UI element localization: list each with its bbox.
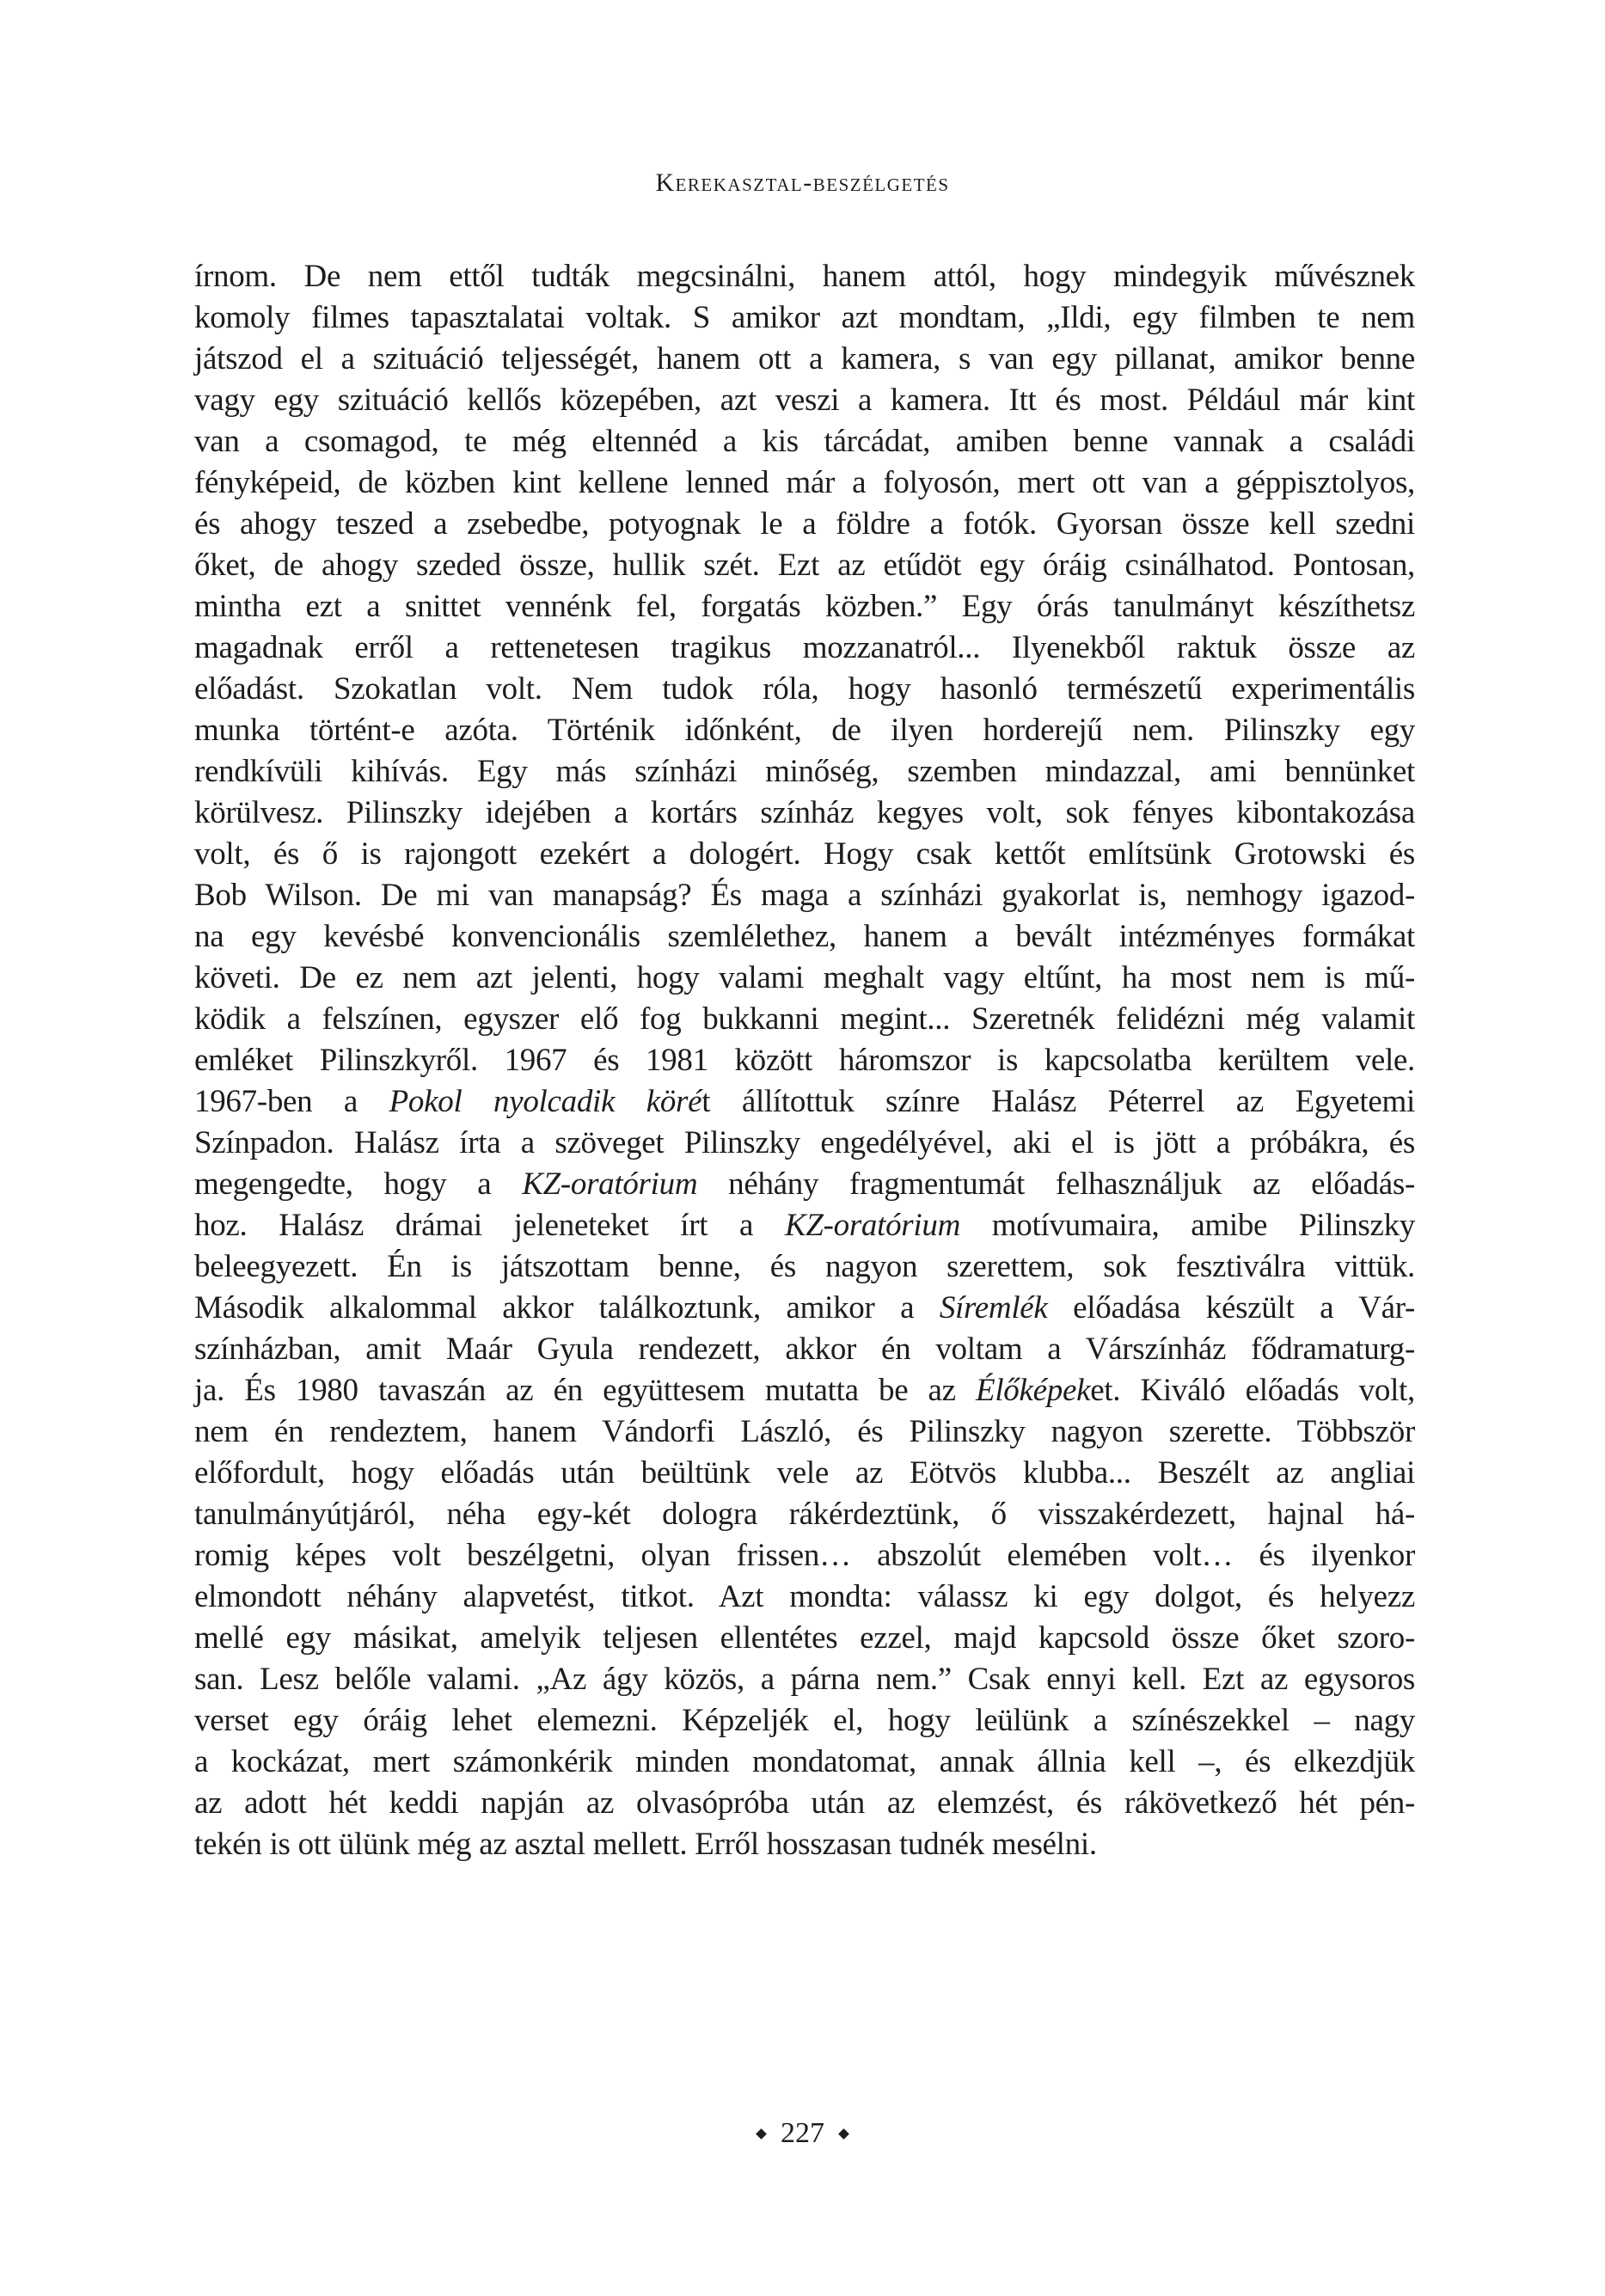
text-line: verset egy óráig lehet elemezni. Képzeljék el, hogy leülünk a színészekkel – nagy	[194, 1703, 1415, 1738]
text-line	[194, 1288, 1415, 1329]
text-line: vagy egy szituáció kellős közepében, azt veszi a kamera. Itt és most. Például már kint	[194, 383, 1415, 418]
page-footer	[0, 2117, 1605, 2150]
body-text	[194, 256, 1415, 1865]
text-line: ködik a felszínen, egyszer elő fog bukkanni megint... Szeretnék felidézni még valamit	[194, 1001, 1415, 1037]
diamond-bullet-icon	[756, 2128, 767, 2140]
italic-title: KZ-oratórium	[522, 1166, 698, 1202]
text-segment: 1967-ben a	[194, 1084, 389, 1119]
text-line: és ahogy teszed a zsebedbe, potyognak le a földre a fotók. Gyorsan össze kell szedni	[194, 506, 1415, 542]
text-line: előadást. Szokatlan volt. Nem tudok róla, hogy hasonló természetű experimentális	[194, 671, 1415, 707]
text-line-last: tekén is ott ülünk még az asztal mellett. Erről hosszasan tudnék mesélni.	[194, 1827, 1097, 1862]
text-line: Színpadon. Halász írta a szöveget Pilinszky engedélyével, aki el is jött a próbákra, és	[194, 1125, 1415, 1160]
text-line: nem én rendeztem, hanem Vándorfi László, és Pilinszky nagyon szerette. Többször	[194, 1414, 1415, 1449]
text-line	[194, 1164, 1415, 1205]
text-line: mintha ezt a snittet vennénk fel, forgatás közben.” Egy órás tanulmányt készíthetsz	[194, 589, 1415, 624]
text-segment: et. Kiváló előadás volt,	[1090, 1373, 1415, 1408]
text-line: játszod el a szituáció teljességét, hanem ott a kamera, s van egy pillanat, amikor benne	[194, 341, 1415, 377]
text-line: az adott hét keddi napján az olvasópróba után az elemzést, és rákövetkező hét pén-	[194, 1785, 1415, 1821]
italic-title: KZ-oratórium	[784, 1208, 961, 1243]
text-segment: Második alkalommal akkor találkoztunk, amikor a	[194, 1290, 940, 1326]
text-line	[194, 1370, 1415, 1411]
text-line: romig képes volt beszélgetni, olyan frissen… abszolút elemében volt… és ilyenkor	[194, 1538, 1415, 1573]
text-line: rendkívüli kihívás. Egy más színházi minőség, szemben mindazzal, ami bennünket	[194, 754, 1415, 789]
text-line: előfordult, hogy előadás után beültünk vele az Eötvös klubba... Beszélt az angliai	[194, 1455, 1415, 1491]
running-head: Kerekasztal-beszélgetés	[655, 168, 950, 197]
text-line: fényképeid, de közben kint kellene lenned már a folyosón, mert ott van a géppisztolyos,	[194, 465, 1415, 500]
text-line: san. Lesz belőle valami. „Az ágy közös, a párna nem.” Csak ennyi kell. Ezt az egysoros	[194, 1662, 1415, 1697]
text-segment: néhány fragmentumát felhasználjuk az előadás-	[697, 1166, 1415, 1202]
text-segment: előadása készült a Vár-	[1047, 1290, 1415, 1326]
text-segment: t állítottuk színre Halász Péterrel az Egyetemi	[701, 1084, 1415, 1119]
text-line	[194, 1081, 1415, 1123]
text-line: mellé egy másikat, amelyik teljesen ellentétes ezzel, majd kapcsold össze őket szoro-	[194, 1620, 1415, 1656]
text-segment: hoz. Halász drámai jeleneteket írt a	[194, 1208, 785, 1243]
text-line: beleegyezett. Én is játszottam benne, és nagyon szerettem, sok fesztiválra vittük.	[194, 1249, 1415, 1284]
italic-title: Élőképek	[976, 1373, 1091, 1408]
text-line: a kockázat, mert számonkérik minden mondatomat, annak állnia kell –, és elkezdjük	[194, 1744, 1415, 1779]
text-line	[194, 1205, 1415, 1246]
text-line: Bob Wilson. De mi van manapság? És maga a színházi gyakorlat is, nemhogy igazod-	[194, 878, 1415, 913]
text-line: na egy kevésbé konvencionális szemlélethez, hanem a bevált intézményes formákat	[194, 919, 1415, 954]
text-line: volt, és ő is rajongott ezekért a dologért. Hogy csak kettőt említsünk Grotowski és	[194, 836, 1415, 872]
text-line: követi. De ez nem azt jelenti, hogy valami meghalt vagy eltűnt, ha most nem is mű-	[194, 960, 1415, 995]
diamond-bullet-icon	[838, 2128, 849, 2140]
text-line: őket, de ahogy szeded össze, hullik szét. Ezt az etűdöt egy óráig csinálhatod. Pontosan,	[194, 548, 1415, 583]
text-line: elmondott néhány alapvetést, titkot. Azt mondta: válassz ki egy dolgot, és helyezz	[194, 1579, 1415, 1614]
text-line: emléket Pilinszkyről. 1967 és 1981 között háromszor is kapcsolatba kerültem vele.	[194, 1043, 1415, 1078]
text-line: színházban, amit Maár Gyula rendezett, akkor én voltam a Várszínház fődramaturg-	[194, 1332, 1415, 1367]
text-line: komoly filmes tapasztalatai voltak. S amikor azt mondtam, „Ildi, egy filmben te nem	[194, 300, 1415, 335]
text-segment: megengedte, hogy a	[194, 1166, 523, 1202]
text-segment: motívumaira, amibe Pilinszky	[960, 1208, 1415, 1243]
text-line: magadnak erről a rettenetesen tragikus mozzanatról... Ilyenekből raktuk össze az	[194, 630, 1415, 665]
page-number: 227	[781, 2117, 824, 2149]
text-line: van a csomagod, te még eltennéd a kis tárcádat, amiben benne vannak a családi	[194, 424, 1415, 459]
text-segment: ja. És 1980 tavaszán az én együttesem mutatta be az	[194, 1373, 977, 1408]
text-line: tanulmányútjáról, néha egy-két dologra rákérdeztünk, ő visszakérdezett, hajnal há-	[194, 1497, 1415, 1532]
text-line: körülvesz. Pilinszky idejében a kortárs színház kegyes volt, sok fényes kibontakozása	[194, 795, 1415, 830]
italic-title: Síremlék	[939, 1290, 1048, 1326]
italic-title: Pokol nyolcadik köré	[389, 1084, 702, 1119]
text-line: írnom. De nem ettől tudták megcsinálni, hanem attól, hogy mindegyik művésznek	[194, 259, 1415, 294]
text-line: munka történt-e azóta. Történik időnként, de ilyen horderejű nem. Pilinszky egy	[194, 713, 1415, 748]
